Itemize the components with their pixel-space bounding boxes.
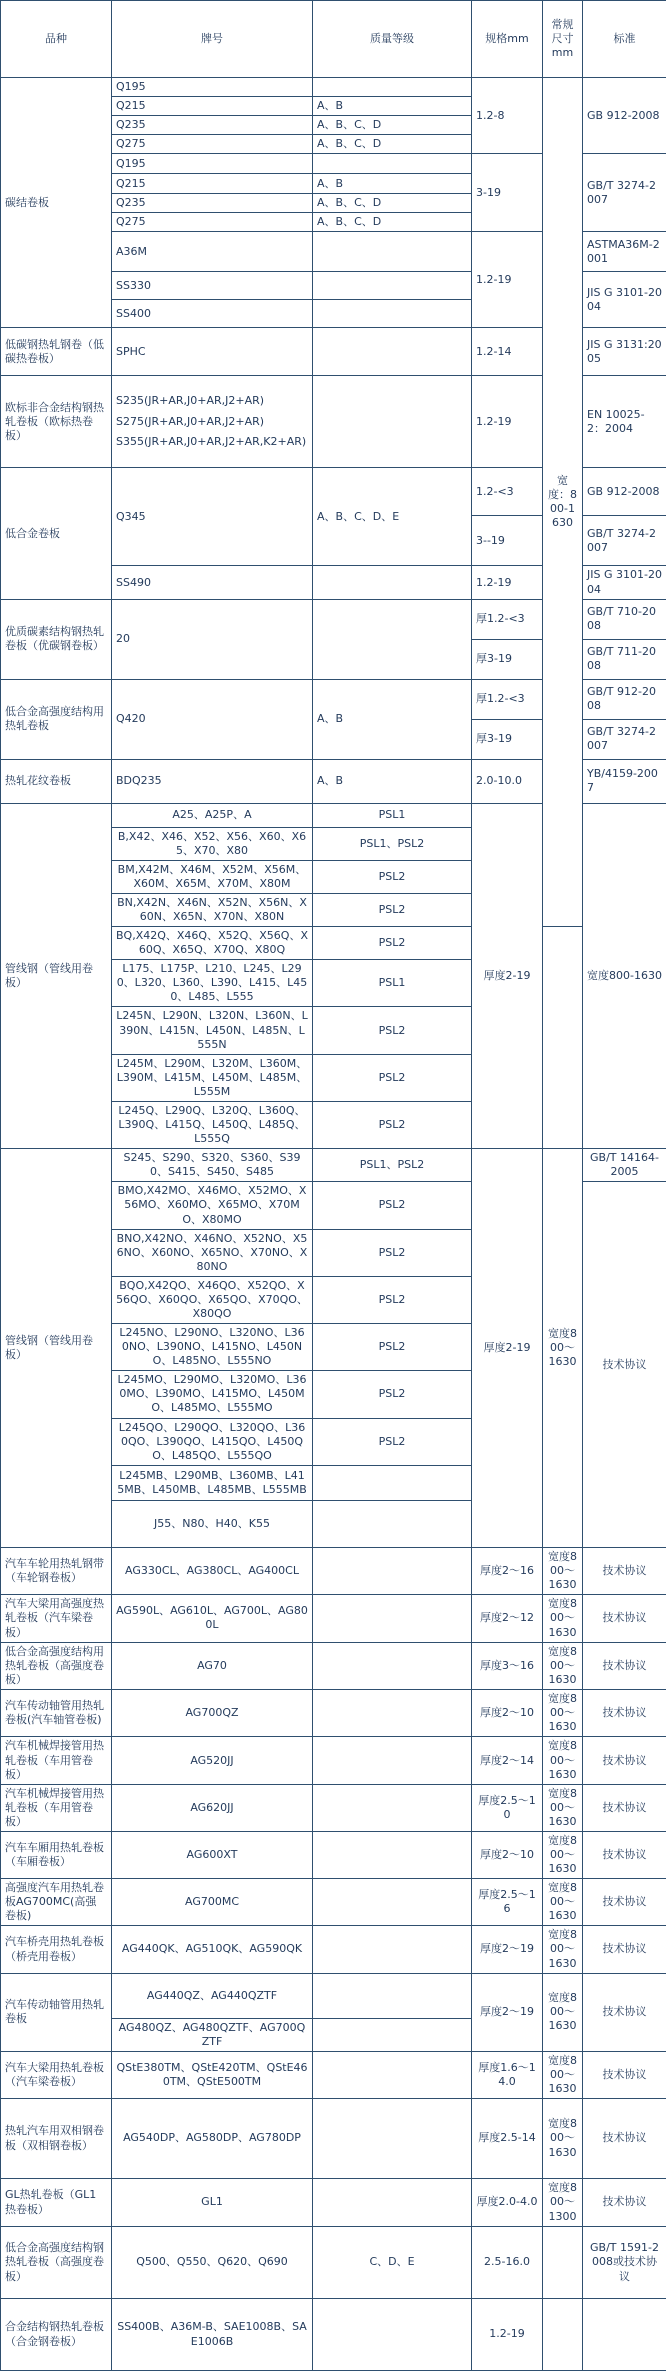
variety-cell: 汽车桥壳用热轧卷板（桥壳用卷板） (1, 1926, 112, 1973)
standard-cell: 技术协议 (583, 1926, 666, 1973)
spec-cell: 厚度2.5～16 (472, 1879, 543, 1926)
variety-cell: 优质碳素结构钢热轧卷板（优碳钢卷板） (1, 599, 112, 679)
size-cell: 宽度800～1630 (543, 1879, 583, 1926)
standard-cell: GB/T 14164-2005 (583, 1149, 666, 1182)
table-row (1, 2099, 666, 2179)
spec-cell: 1.2-19 (472, 566, 543, 599)
grade-cell: BQ,X42Q、X46Q、X52Q、X56Q、X60Q、X65Q、X70Q、X80Q (112, 927, 313, 960)
standard-cell: 技术协议 (583, 1879, 666, 1926)
spec-cell: 1.2-19 (472, 2299, 543, 2371)
grade-cell: Q195 (112, 78, 313, 97)
spec-cell: 厚度2～19 (472, 1973, 543, 2051)
standard-cell: ASTMA36M-2001 (583, 232, 666, 272)
quality-cell: PSL2 (313, 1229, 472, 1276)
grade-cell: QStE380TM、QStE420TM、QStE460TM、QStE500TM (112, 2051, 313, 2098)
standard-cell: 技术协议 (583, 2099, 666, 2179)
spec-cell: 厚度2.5-14 (472, 2099, 543, 2179)
spec-cell: 厚度2～12 (472, 1594, 543, 1642)
table-row (1, 2179, 666, 2227)
quality-cell: C、D、E (313, 2227, 472, 2299)
size-cell: 宽度800～1630 (543, 1690, 583, 1737)
variety-cell: 热轧汽车用双相钢卷板（双相钢卷板） (1, 2099, 112, 2179)
variety-cell: 管线钢（管线用卷板） (1, 803, 112, 1149)
spec-cell: 1.2-8 (472, 78, 543, 154)
table-row (1, 2227, 666, 2299)
size-cell: 宽度800～1630 (543, 1737, 583, 1784)
grade-cell: B,X42、X46、X52、X56、X60、X65、X70、X80 (112, 827, 313, 860)
standard-cell: GB/T 3274-2007 (583, 516, 666, 566)
size-cell: 宽度800-1630 (583, 803, 666, 1149)
variety-cell: 管线钢（管线用卷板） (1, 1149, 112, 1548)
quality-cell (313, 2299, 472, 2371)
grade-cell: Q235 (112, 116, 313, 135)
grade-cell: L245QO、L290QO、L320QO、L360QO、L390QO、L415QO、L450QO、L485QO、L555QO (112, 1418, 313, 1465)
variety-cell: 热轧花纹卷板 (1, 759, 112, 803)
quality-cell (313, 1465, 472, 1500)
table-row (1, 1690, 666, 1737)
spec-cell: 厚度3～16 (472, 1642, 543, 1689)
spec-cell: 厚1.2-<3 (472, 679, 543, 719)
table-row (1, 1594, 666, 1642)
grade-cell: AG540DP、AG580DP、AG780DP (112, 2099, 313, 2179)
grade-cell: AG330CL、AG380CL、AG400CL (112, 1547, 313, 1594)
standard-cell: YB/4159-2007 (583, 759, 666, 803)
size-cell: 宽度800～1630 (543, 2099, 583, 2179)
standard-cell: EN 10025-2：2004 (583, 376, 666, 468)
standard-cell: JIS G 3101-2004 (583, 566, 666, 599)
quality-cell: A、B (313, 174, 472, 194)
grade-cell: AG600XT (112, 1831, 313, 1878)
grade-cell: Q420 (112, 679, 313, 759)
standard-cell: 技术协议 (583, 1973, 666, 2051)
quality-cell: PSL2 (313, 893, 472, 926)
standard-cell: 技术协议 (583, 1690, 666, 1737)
quality-cell (313, 1831, 472, 1878)
grade-cell: Q345 (112, 468, 313, 566)
table-row (1, 1831, 666, 1878)
variety-cell: 低合金高强度结构用热轧卷板 (1, 679, 112, 759)
grade-cell: Q215 (112, 174, 313, 194)
grade-cell: L245M、L290M、L320M、L360M、L390M、L415M、L450M、L485M、L555M (112, 1054, 313, 1101)
size-cell: 宽度800～1630 (543, 1973, 583, 2051)
variety-cell: 欧标非合金结构钢热轧卷板（欧标热卷板） (1, 376, 112, 468)
size-cell: 宽度800～1630 (543, 1784, 583, 1831)
spec-cell: 厚度2.5～10 (472, 1784, 543, 1831)
grade-cell: L245NO、L290NO、L320NO、L360NO、L390NO、L415NO、L450NO、L485NO、L555NO (112, 1324, 313, 1371)
quality-cell (313, 1547, 472, 1594)
quality-cell (313, 1784, 472, 1831)
quality-cell: PSL2 (313, 1371, 472, 1418)
quality-cell (313, 1973, 472, 2018)
grade-cell: AG700MC (112, 1879, 313, 1926)
grade-cell: AG480QZ、AG480QZTF、AG700QZTF (112, 2018, 313, 2051)
quality-cell (313, 2099, 472, 2179)
table-row (1, 1149, 666, 1182)
quality-cell: PSL2 (313, 1276, 472, 1323)
quality-cell (313, 1642, 472, 1689)
quality-cell: A、B (313, 759, 472, 803)
table-row (1, 1642, 666, 1689)
size-cell: 宽度800～1630 (543, 1642, 583, 1689)
grade-cell: L245MB、L290MB、L360MB、L415MB、L450MB、L485MB、L555MB (112, 1465, 313, 1500)
table-row (1, 1926, 666, 1973)
quality-cell (313, 154, 472, 174)
quality-cell: PSL2 (313, 927, 472, 960)
standard-cell: GB/T 1591-2008或技术协议 (583, 2227, 666, 2299)
variety-cell: 低合金卷板 (1, 468, 112, 599)
grade-cell: BDQ235 (112, 759, 313, 803)
variety-cell: 汽车机械焊接管用热轧卷板（车用管卷板） (1, 1784, 112, 1831)
spec-cell: 1.2-14 (472, 328, 543, 376)
standard-cell: 技术协议 (583, 1182, 666, 1547)
grade-cell: GL1 (112, 2179, 313, 2227)
quality-cell (313, 272, 472, 300)
grade-cell: SS330 (112, 272, 313, 300)
standard-cell: GB/T 710-2008 (583, 599, 666, 639)
variety-cell: 汽车传动轴管用热轧卷板(汽车轴管卷板) (1, 1690, 112, 1737)
size-cell (543, 2227, 583, 2299)
spec-cell: 厚度2～10 (472, 1831, 543, 1878)
grade-cell: BNO,X42NO、X46NO、X52NO、X56NO、X60NO、X65NO、X70NO、X80NO (112, 1229, 313, 1276)
standard-cell: 技术协议 (583, 1547, 666, 1594)
spec-cell: 2.5-16.0 (472, 2227, 543, 2299)
grade-cell: AG440QK、AG510QK、AG590QK (112, 1926, 313, 1973)
spec-cell: 厚3-19 (472, 719, 543, 759)
quality-cell (313, 1500, 472, 1547)
table-row (1, 1879, 666, 1926)
size-cell: 宽度：800-1630 (543, 78, 583, 927)
table-row (1, 2299, 666, 2371)
header-grade: 牌号 (112, 1, 313, 78)
size-cell: 宽度800～1630 (543, 1149, 583, 1548)
variety-cell: 汽车大梁用热轧卷板（汽车梁卷板） (1, 2051, 112, 2098)
size-cell (543, 2299, 583, 2371)
grade-cell: AG440QZ、AG440QZTF (112, 1973, 313, 2018)
table-row (1, 2051, 666, 2098)
grade-cell: Q275 (112, 213, 313, 232)
grade-cell: AG620JJ (112, 1784, 313, 1831)
spec-cell: 2.0-10.0 (472, 759, 543, 803)
quality-cell: PSL2 (313, 1324, 472, 1371)
grade-cell: BM,X42M、X46M、X52M、X56M、X60M、X65M、X70M、X80M (112, 860, 313, 893)
header-row (1, 1, 666, 78)
quality-cell (313, 1594, 472, 1642)
grade-cell: BQO,X42QO、X46QO、X52QO、X56QO、X60QO、X65QO、X70QO、X80QO (112, 1276, 313, 1323)
quality-cell (313, 2051, 472, 2098)
quality-cell (313, 1737, 472, 1784)
header-spec: 规格mm (472, 1, 543, 78)
quality-cell (313, 1926, 472, 1973)
quality-cell (313, 376, 472, 468)
quality-cell: A、B (313, 97, 472, 116)
spec-cell: 厚度2-19 (472, 803, 543, 1149)
variety-cell: 汽车机械焊接管用热轧卷板（车用管卷板） (1, 1737, 112, 1784)
standard-cell: 技术协议 (583, 2179, 666, 2227)
standard-cell: 技术协议 (583, 2051, 666, 2098)
quality-cell: A、B、C、D (313, 213, 472, 232)
variety-cell: 低碳钢热轧钢卷（低碳热卷板） (1, 328, 112, 376)
spec-cell: 厚1.2-<3 (472, 599, 543, 639)
grade-cell: SS400B、A36M-B、SAE1008B、SAE1006B (112, 2299, 313, 2371)
grade-cell: BN,X42N、X46N、X52N、X56N、X60N、X65N、X70N、X80N (112, 893, 313, 926)
quality-cell: PSL2 (313, 1182, 472, 1229)
table-row (1, 1973, 666, 2018)
grade-cell: L245N、L290N、L320N、L360N、L390N、L415N、L450N、L485N、L555N (112, 1007, 313, 1054)
spec-cell: 厚度2.0-4.0 (472, 2179, 543, 2227)
spec-cell: 厚度2～19 (472, 1926, 543, 1973)
standard-cell: 技术协议 (583, 1642, 666, 1689)
standard-cell: JIS G 3101-2004 (583, 272, 666, 328)
variety-cell: 汽车传动轴管用热轧卷板 (1, 1973, 112, 2051)
quality-cell: PSL2 (313, 1418, 472, 1465)
grade-cell: Q235 (112, 194, 313, 213)
grade-cell: BMO,X42MO、X46MO、X52MO、X56MO、X60MO、X65MO、X70MO、X80MO (112, 1182, 313, 1229)
grade-cell: J55、N80、H40、K55 (112, 1500, 313, 1547)
grade-cell: S235(JR+AR,J0+AR,J2+AR) S275(JR+AR,J0+AR,J2+AR) S355(JR+AR,J0+AR,J2+AR,K2+AR) (112, 376, 313, 468)
quality-cell: PSL1 (313, 960, 472, 1007)
grade-cell: L245Q、L290Q、L320Q、L360Q、L390Q、L415Q、L450Q、L485Q、L555Q (112, 1101, 313, 1148)
quality-cell: PSL2 (313, 1054, 472, 1101)
variety-cell: 合金结构钢热轧卷板（合金钢卷板） (1, 2299, 112, 2371)
variety-cell: 高强度汽车用热轧卷板AG700MC(高强卷板) (1, 1879, 112, 1926)
size-cell: 宽度800～1630 (543, 1594, 583, 1642)
grade-cell: AG700QZ (112, 1690, 313, 1737)
spec-cell: 1.2-19 (472, 232, 543, 328)
quality-cell: A、B、C、D (313, 135, 472, 154)
table-row (1, 1737, 666, 1784)
grade-cell: Q275 (112, 135, 313, 154)
spec-cell: 厚度2～14 (472, 1737, 543, 1784)
quality-cell: PSL1、PSL2 (313, 1149, 472, 1182)
quality-cell (313, 566, 472, 599)
grade-cell: S245、S290、S320、S360、S390、S415、S450、S485 (112, 1149, 313, 1182)
grade-cell: A36M (112, 232, 313, 272)
quality-cell (313, 78, 472, 97)
variety-cell: 汽车车轮用热轧钢带（车轮钢卷板） (1, 1547, 112, 1594)
grade-cell: SPHC (112, 328, 313, 376)
grade-cell: AG590L、AG610L、AG700L、AG800L (112, 1594, 313, 1642)
standard-cell: GB/T 3274-2007 (583, 719, 666, 759)
quality-cell: A、B (313, 679, 472, 759)
standard-cell: 技术协议 (583, 1737, 666, 1784)
spec-cell: 厚度2-19 (472, 1149, 543, 1548)
grade-cell: SS400 (112, 300, 313, 328)
size-cell: 宽度800～1630 (543, 2051, 583, 2098)
spec-cell: 厚度2～16 (472, 1547, 543, 1594)
size-cell: 宽度800～1630 (543, 1547, 583, 1594)
grade-cell: 20 (112, 599, 313, 679)
size-cell: 宽度800～1300 (543, 2179, 583, 2227)
spec-cell: 厚度1.6～14.0 (472, 2051, 543, 2098)
quality-cell: PSL2 (313, 1007, 472, 1054)
quality-cell: PSL2 (313, 860, 472, 893)
table-row (1, 78, 666, 97)
spec-cell: 3-19 (472, 154, 543, 232)
grade-cell: AG70 (112, 1642, 313, 1689)
standard-cell: GB/T 711-2008 (583, 639, 666, 679)
quality-cell: A、B、C、D、E (313, 468, 472, 566)
standard-cell: 技术协议 (583, 1784, 666, 1831)
quality-cell (313, 2018, 472, 2051)
header-variety: 品种 (1, 1, 112, 78)
header-quality: 质量等级 (313, 1, 472, 78)
variety-cell: 低合金高强度结构用热轧卷板（高强度卷板） (1, 1642, 112, 1689)
standard-cell: GB 912-2008 (583, 468, 666, 516)
header-size: 常规尺寸mm (543, 1, 583, 78)
quality-cell (313, 232, 472, 272)
quality-cell: PSL1、PSL2 (313, 827, 472, 860)
grade-cell: AG520JJ (112, 1737, 313, 1784)
grade-cell: L245MO、L290MO、L320MO、L360MO、L390MO、L415MO、L450MO、L485MO、L555MO (112, 1371, 313, 1418)
quality-cell (313, 1879, 472, 1926)
quality-cell: PSL1 (313, 803, 472, 827)
spec-cell: 厚度2～10 (472, 1690, 543, 1737)
quality-cell (313, 2179, 472, 2227)
size-cell: 宽度800～1630 (543, 1926, 583, 1973)
table-row (1, 1547, 666, 1594)
variety-cell: GL热轧卷板（GL1热卷板） (1, 2179, 112, 2227)
standard-cell: GB 912-2008 (583, 78, 666, 154)
grade-cell: Q215 (112, 97, 313, 116)
variety-cell: 汽车车厢用热轧卷板（车厢卷板） (1, 1831, 112, 1878)
quality-cell: PSL2 (313, 1101, 472, 1148)
variety-cell: 低合金高强度结构钢热轧卷板（高强度卷板） (1, 2227, 112, 2299)
standard-cell: 技术协议 (583, 1831, 666, 1878)
quality-cell (313, 300, 472, 328)
spec-cell: 1.2-<3 (472, 468, 543, 516)
grade-cell: L175、L175P、L210、L245、L290、L320、L360、L390、L415、L450、L485、L555 (112, 960, 313, 1007)
variety-cell: 汽车大梁用高强度热轧卷板（汽车梁卷板） (1, 1594, 112, 1642)
standard-cell: JIS G 3131:2005 (583, 328, 666, 376)
quality-cell (313, 599, 472, 679)
standard-cell: GB/T 3274-2007 (583, 154, 666, 232)
quality-cell: A、B、C、D (313, 194, 472, 213)
size-cell: 宽度800～1630 (543, 1831, 583, 1878)
grade-cell: SS490 (112, 566, 313, 599)
grade-cell: A25、A25P、A (112, 803, 313, 827)
spec-cell: 厚3-19 (472, 639, 543, 679)
standard-cell: GB/T 912-2008 (583, 679, 666, 719)
quality-cell: A、B、C、D (313, 116, 472, 135)
standard-cell: 技术协议 (583, 1594, 666, 1642)
grade-cell: Q500、Q550、Q620、Q690 (112, 2227, 313, 2299)
spec-cell: 1.2-19 (472, 376, 543, 468)
standard-cell (583, 2299, 666, 2371)
table-row (1, 1784, 666, 1831)
header-standard: 标准 (583, 1, 666, 78)
grade-cell: Q195 (112, 154, 313, 174)
quality-cell (313, 328, 472, 376)
spec-cell: 3--19 (472, 516, 543, 566)
quality-cell (313, 1690, 472, 1737)
variety-cell: 碳结卷板 (1, 78, 112, 328)
